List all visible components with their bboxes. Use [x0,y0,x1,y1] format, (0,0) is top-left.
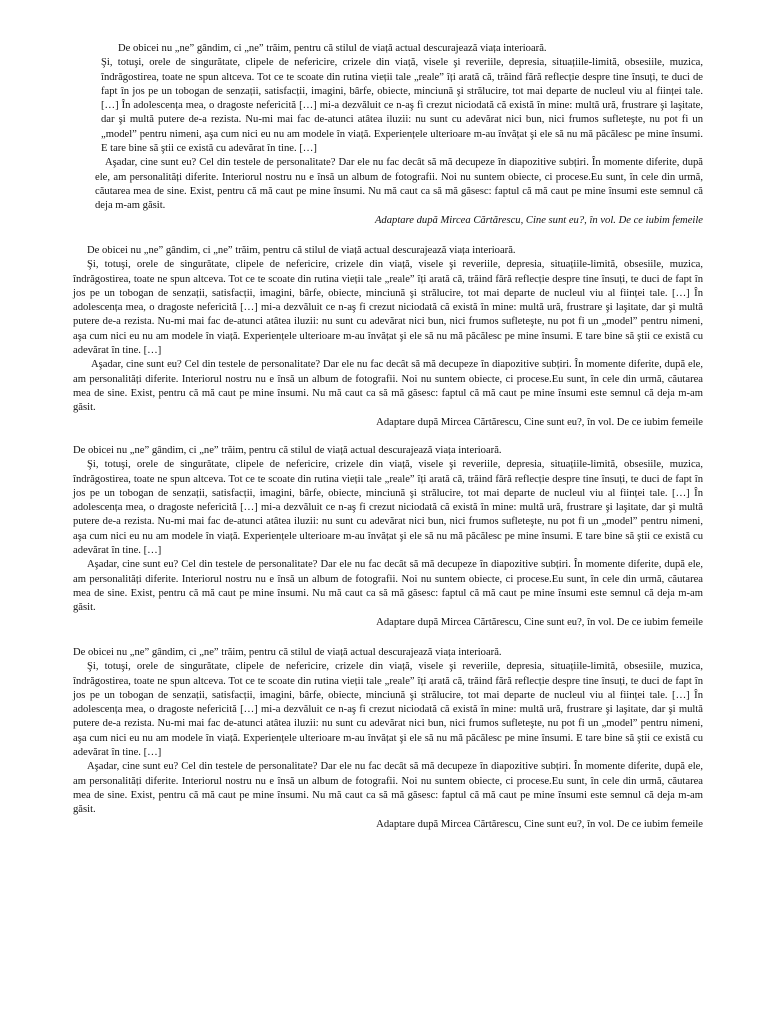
text-block-2 [73,244,703,430]
source-citation: Adaptare după Mircea Cărtărescu, Cine sunt eu?, în vol. De ce iubim femeile [376,416,703,428]
intro-paragraph: De obicei nu „ne” gândim, ci „ne” trăim, pentru că stilul de viață actual descurajează viața interioară. [118,43,547,54]
text-block-3 [73,444,703,630]
source-citation: Adaptare după Mircea Cărtărescu, Cine sunt eu?, în vol. De ce iubim femeile [374,214,703,226]
text-block-4 [73,646,703,832]
conclusion-paragraph: Aşadar, cine sunt eu? Cel din testele de personalitate? Dar ele nu fac decât să mă decupeze în diapozitive subțiri. În momente diferite, după ele, am personalități diferite. Interiorul nostru nu e însă un album de fotografii. Noi nu suntem obiecte, ci procese.Eu sunt, în cele din urmă, căutarea mea de sine. Exist, pentru că mă caut pe mine însumi. Nu mă caut ca să mă găsesc: faptul că mă caut pe mine însumi este semnul că deja m-am găsit. [95,157,703,212]
body-paragraph: Şi, totuşi, orele de singurătate, clipele de nefericire, crizele din viață, visele şi reveriile, depresia, situațiile-limită, obsesiile, muzica, îndrăgostirea, toate ne spun altceva. Tot ce te scoate din rutina vieții tale „reale” îți arată că, trăind fără reflecție despre tine însuți, te duci de fapt în jos pe un tobogan de senzații, satisfacții, imagini, bârfe, obiecte, minciună şi strălucire, tot mai departe de nucleul viu al ființei tale. […] În adolescența mea, o dragoste nefericită […] mi-a dezvăluit ce n-aş fi crezut niciodată că există în mine: multă ură, frustrare şi laşitate, dar şi multă putere de-a rezista. Nu-mi mai fac de-atunci atâtea iluzii: nu sunt cu adevărat nici bun, nici frumos sufleteşte, nu pot fi un „model” pentru nimeni, aşa cum nici eu nu am modele în viață. Experiențele ulterioare m-au învățat şi ele să nu mă păcălesc pe mine însumi. E tare bine să ştii ce există cu adevărat în tine. […] [73,459,703,557]
body-paragraph: Şi, totuşi, orele de singurătate, clipele de nefericire, crizele din viață, visele şi reveriile, depresia, situațiile-limită, obsesiile, muzica, îndrăgostirea, toate ne spun altceva. Tot ce te scoate din rutina vieții tale „reale” îți arată că, trăind fără reflecție despre tine însuți, te duci de fapt în jos pe un tobogan de senzații, satisfacții, imagini, bârfe, obiecte, minciună şi strălucire, tot mai departe de nucleul viu al ființei tale. […] În adolescența mea, o dragoste nefericită […] mi-a dezvăluit ce n-aş fi crezut niciodată că există în mine: multă ură, frustrare şi laşitate, dar şi multă putere de-a rezista. Nu-mi mai fac de-atunci atâtea iluzii: nu sunt cu adevărat nici bun, nici frumos sufleteşte, nu pot fi un „model” pentru nimeni, aşa cum nici eu nu am modele în viață. Experiențele ulterioare m-au învățat şi ele să nu mă păcălesc pe mine însumi. E tare bine să ştii ce există cu adevărat în tine. […] [73,661,703,759]
conclusion-paragraph: Aşadar, cine sunt eu? Cel din testele de personalitate? Dar ele nu fac decât să mă decupeze în diapozitive subțiri. În momente diferite, după ele, am personalități diferite. Interiorul nostru nu e însă un album de fotografii. Noi nu suntem obiecte, ci procese.Eu sunt, în cele din urmă, căutarea mea de sine. Exist, pentru că mă caut pe mine însumi. Nu mă caut ca să mă găsesc: faptul că mă caut pe mine însumi este semnul că deja m-am găsit. [73,761,703,816]
conclusion-paragraph: Aşadar, cine sunt eu? Cel din testele de personalitate? Dar ele nu fac decât să mă decupeze în diapozitive subțiri. În momente diferite, după ele, am personalități diferite. Interiorul nostru nu e însă un album de fotografii. Noi nu suntem obiecte, ci procese.Eu sunt, în cele din urmă, căutarea mea de sine. Exist, pentru că mă caut pe mine însumi. Nu mă caut ca să mă găsesc: faptul că mă caut pe mine însumi este semnul că deja m-am găsit. [73,359,703,414]
source-citation: Adaptare după Mircea Cărtărescu, Cine sunt eu?, în vol. De ce iubim femeile [376,818,703,830]
body-paragraph: Şi, totuşi, orele de singurătate, clipele de nefericire, crizele din viață, visele şi reveriile, depresia, situațiile-limită, obsesiile, muzica, îndrăgostirea, toate ne spun altceva. Tot ce te scoate din rutina vieții tale „reale” îți arată că, trăind fără reflecție despre tine însuți, te duci de fapt în jos pe un tobogan de senzații, satisfacții, imagini, bârfe, obiecte, minciună şi strălucire, tot mai departe de nucleul viu al ființei tale. […] În adolescența mea, o dragoste nefericită […] mi-a dezvăluit ce n-aş fi crezut niciodată că există în mine: multă ură, frustrare şi laşitate, dar şi multă putere de-a rezista. Nu-mi mai fac de-atunci atâtea iluzii: nu sunt cu adevărat nici bun, nici frumos sufleteşte, nu pot fi un „model” pentru nimeni, aşa cum nici eu nu am modele în viață. Experiențele ulterioare m-au învățat şi ele să nu mă păcălesc pe mine însumi. E tare bine să ştii ce există cu adevărat în tine. […] [101,57,703,155]
text-block-1 [87,42,703,228]
body-paragraph: Şi, totuşi, orele de singurătate, clipele de nefericire, crizele din viață, visele şi reveriile, depresia, situațiile-limită, obsesiile, muzica, îndrăgostirea, toate ne spun altceva. Tot ce te scoate din rutina vieții tale „reale” îți arată că, trăind fără reflecție despre tine însuți, te duci de fapt în jos pe un tobogan de senzații, satisfacții, imagini, bârfe, obiecte, minciună şi strălucire, tot mai departe de nucleul viu al ființei tale. […] În adolescența mea, o dragoste nefericită […] mi-a dezvăluit ce n-aş fi crezut niciodată că există în mine: multă ură, frustrare şi laşitate, dar şi multă putere de-a rezista. Nu-mi mai fac de-atunci atâtea iluzii: nu sunt cu adevărat nici bun, nici frumos sufleteşte, nu pot fi un „model” pentru nimeni, aşa cum nici eu nu am modele în viață. Experiențele ulterioare m-au învățat şi ele să nu mă păcălesc pe mine însumi. E tare bine să ştii ce există cu adevărat în tine. […] [73,259,703,357]
source-citation: Adaptare după Mircea Cărtărescu, Cine sunt eu?, în vol. De ce iubim femeile [376,616,703,628]
intro-paragraph: De obicei nu „ne” gândim, ci „ne” trăim, pentru că stilul de viață actual descurajează viața interioară. [73,445,502,456]
conclusion-paragraph: Aşadar, cine sunt eu? Cel din testele de personalitate? Dar ele nu fac decât să mă decupeze în diapozitive subțiri. În momente diferite, după ele, am personalități diferite. Interiorul nostru nu e însă un album de fotografii. Noi nu suntem obiecte, ci procese.Eu sunt, în cele din urmă, căutarea mea de sine. Exist, pentru că mă caut pe mine însumi. Nu mă caut ca să mă găsesc: faptul că mă caut pe mine însumi este semnul că deja m-am găsit. [73,559,703,614]
intro-paragraph: De obicei nu „ne” gândim, ci „ne” trăim, pentru că stilul de viață actual descurajează viața interioară. [87,245,516,256]
intro-paragraph: De obicei nu „ne” gândim, ci „ne” trăim, pentru că stilul de viață actual descurajează viața interioară. [73,647,502,658]
